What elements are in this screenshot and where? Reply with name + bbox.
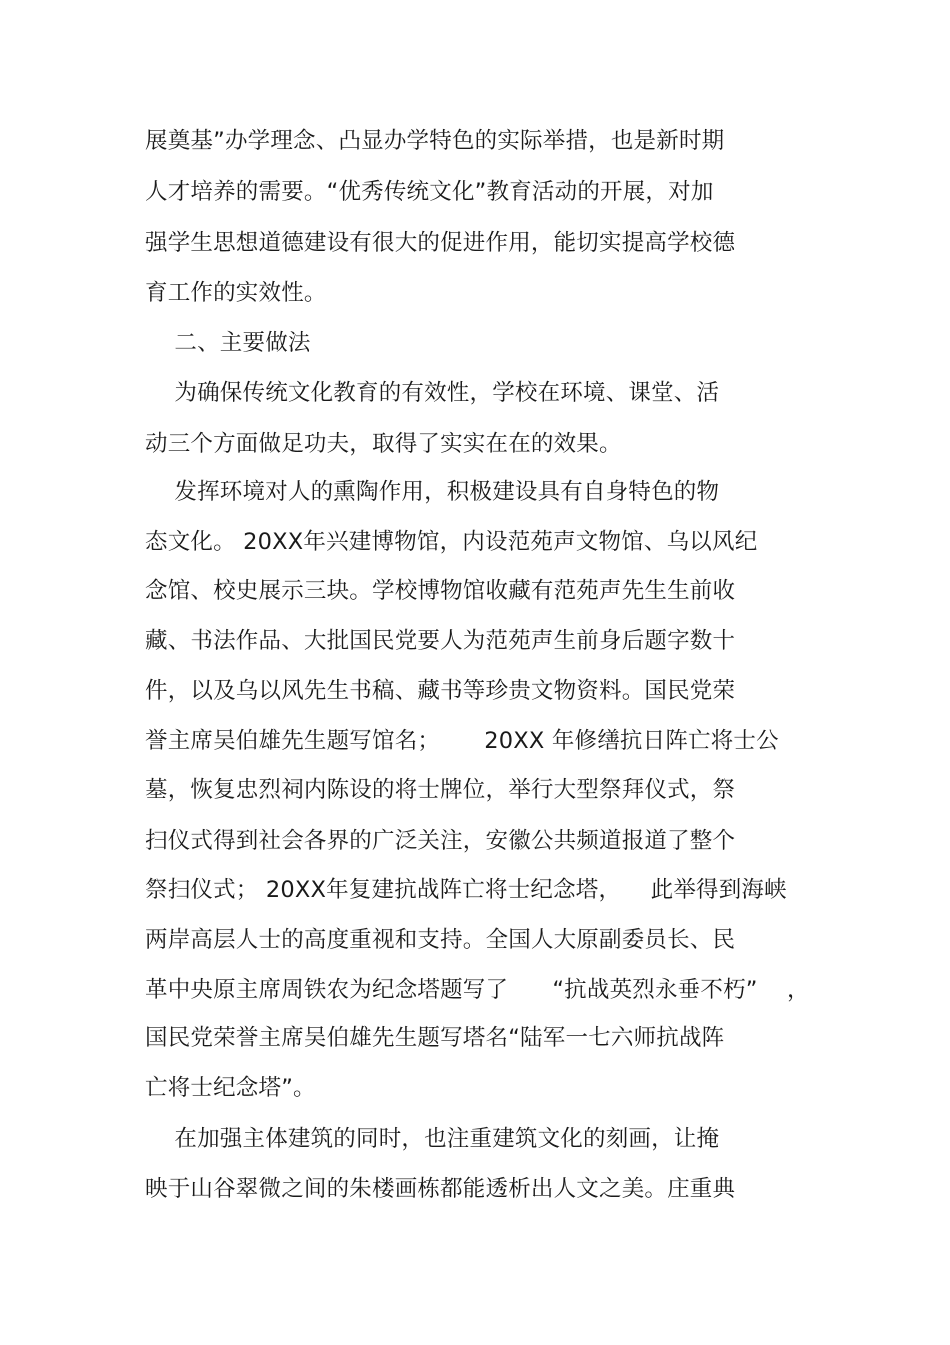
text-line: 墓，恢复忠烈祠内陈设的将士牌位，举行大型祭拜仪式，祭 [145, 777, 736, 803]
text-line: 育工作的实效性。 [145, 280, 327, 306]
text-line: 态文化。 20XX年兴建博物馆，内设范苑声文物馆、乌以风纪 [145, 529, 758, 555]
text-line: 映于山谷翠微之间的朱楼画栋都能透析出人文之美。庄重典 [145, 1176, 736, 1202]
text-line: 革中央原主席周铁农为纪念塔题写了 “抗战英烈永垂不朽” ， [145, 977, 810, 1003]
text-line: 展奠基”办学理念、凸显办学特色的实际举措，也是新时期 [145, 128, 725, 154]
section-heading: 二、主要做法 [145, 330, 311, 356]
text-line: 件，以及乌以风先生书稿、藏书等珍贵文物资料。国民党荣 [145, 678, 736, 704]
text-line: 念馆、校史展示三块。学校博物馆收藏有范苑声先生生前收 [145, 578, 736, 604]
text-line: 为确保传统文化教育的有效性，学校在环境、课堂、活 [145, 380, 720, 406]
text-line: 国民党荣誉主席吴伯雄先生题写塔名“陆军一七六师抗战阵 [145, 1025, 725, 1051]
text-line: 亡将士纪念塔”。 [145, 1075, 316, 1101]
text-line: 祭扫仪式； 20XX年复建抗战阵亡将士纪念塔， 此举得到海峡 [145, 877, 787, 903]
text-line: 藏、书法作品、大批国民党要人为范苑声生前身后题字数十 [145, 628, 736, 654]
text-line: 动三个方面做足功夫，取得了实实在在的效果。 [145, 431, 622, 457]
text-line: 誉主席吴伯雄先生题写馆名； 20XX 年修缮抗日阵亡将士公 [145, 728, 779, 754]
text-line: 发挥环境对人的熏陶作用，积极建设具有自身特色的物 [145, 479, 720, 505]
text-line: 在加强主体建筑的同时，也注重建筑文化的刻画，让掩 [145, 1126, 720, 1152]
text-line: 两岸高层人士的高度重视和支持。全国人大原副委员长、民 [145, 927, 736, 953]
text-line: 强学生思想道德建设有很大的促进作用，能切实提高学校德 [145, 230, 736, 256]
text-line: 扫仪式得到社会各界的广泛关注，安徽公共频道报道了整个 [145, 828, 736, 854]
text-line: 人才培养的需要。“优秀传统文化”教育活动的开展，对加 [145, 179, 714, 205]
